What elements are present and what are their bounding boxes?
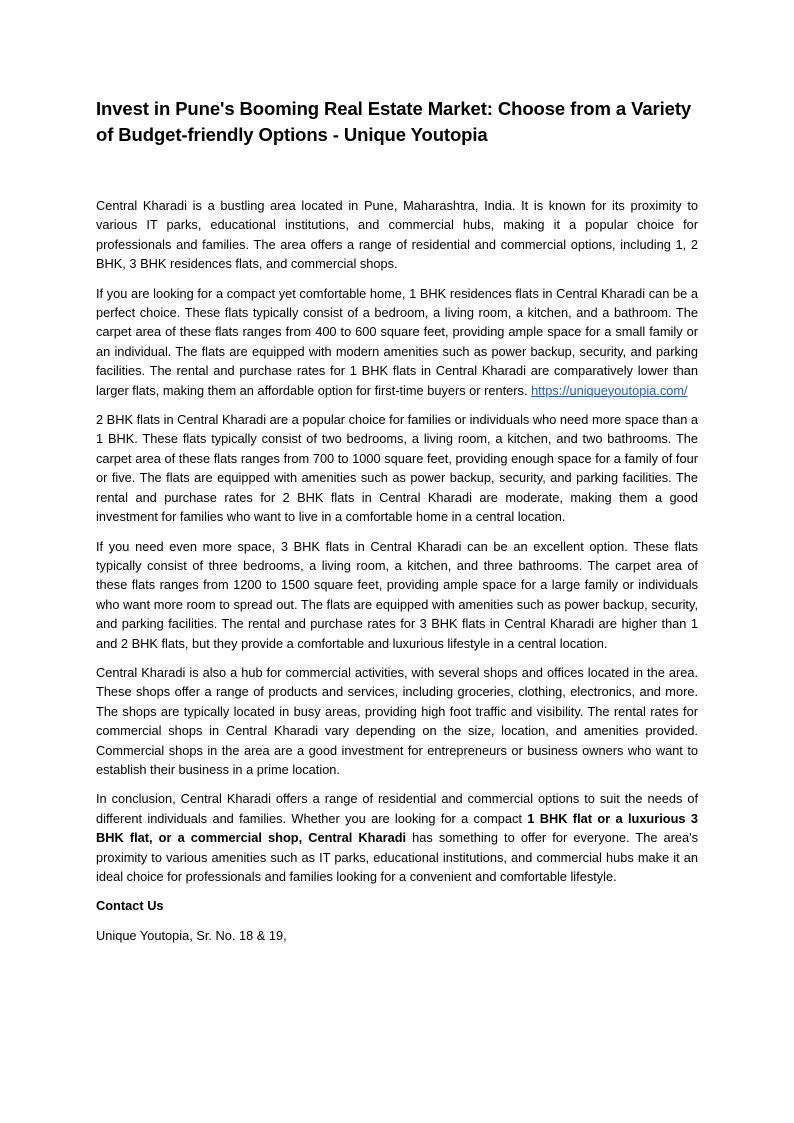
paragraph-3bhk — [96, 537, 698, 653]
paragraph-2bhk-text: 2 BHK flats in Central Kharadi are a popular choice for families or individuals who need more space than a 1 BHK. These flats typically consist of two bedrooms, a living room, a kitchen, and two bathrooms. The carpet area of these flats ranges from 700 to 1000 square feet, providing enough space for a family of four or five. The flats are equipped with amenities such as power backup, security, and parking facilities. The rental and purchase rates for 2 BHK flats in Central Kharadi are moderate, making them a good investment for families who want to live in a comfortable home in a central location. — [96, 412, 698, 525]
paragraph-3bhk-text: If you need even more space, 3 BHK flats in Central Kharadi can be an excellent option. These flats typically consist of three bedrooms, a living room, a kitchen, and three bathrooms. The carpet area of these flats ranges from 1200 to 1500 square feet, providing ample space for a large family or individuals who want more room to spread out. The flats are equipped with amenities such as power backup, security, and parking facilities. The rental and purchase rates for 3 BHK flats in Central Kharadi are higher than 1 and 2 BHK flats, but they provide a comfortable and luxurious lifestyle in a central location. — [96, 538, 698, 651]
website-link[interactable]: https://uniqueyoutopia.com/ — [531, 382, 688, 398]
paragraph-commercial — [96, 663, 698, 779]
paragraph-1bhk-text: If you are looking for a compact yet comfortable home, 1 BHK residences flats in Central Kharadi can be a perfect choice. These flats typically consist of a bedroom, a living room, a kitchen, and a bathroom. The carpet area of these flats ranges from 400 to 600 square feet, providing ample space for a small family or an individual. The flats are equipped with modern amenities such as power backup, security, and parking facilities. The rental and purchase rates for 1 BHK flats in Central Kharadi are comparatively lower than larger flats, making them an affordable option for first-time buyers or renters. — [96, 285, 698, 398]
paragraph-commercial-text: Central Kharadi is also a hub for commercial activities, with several shops and offices located in the area. These shops offer a range of products and services, including groceries, clothing, electronics, and more. The shops are typically located in busy areas, providing high foot traffic and visibility. The rental rates for commercial shops in Central Kharadi vary depending on the size, location, and amenities provided. Commercial shops in the area are a good investment for entrepreneurs or business owners who want to establish their business in a prime location. — [96, 664, 698, 777]
contact-heading: Contact Us — [96, 898, 164, 914]
contact-address: Unique Youtopia, Sr. No. 18 & 19, — [96, 927, 287, 943]
paragraph-conclusion-text-end: has something to offer for everyone. The area's proximity to various amenities such as IT parks, educational institutions, and commercial hubs make it an ideal choice for professionals and families looking for a convenient and comfortable lifestyle. — [96, 830, 698, 884]
page-title: Invest in Pune's Booming Real Estate Market: Choose from a Variety of Budget-friendly Options - Unique Youtopia — [96, 98, 692, 145]
paragraph-conclusion-text-start: In conclusion, Central Kharadi offers a range of residential and commercial options to suit the needs of different individuals and families. Whether you are looking for a compact — [96, 791, 698, 826]
paragraph-conclusion — [96, 789, 698, 886]
paragraph-1bhk — [96, 284, 698, 400]
paragraph-2bhk — [96, 410, 698, 526]
paragraph-conclusion-bold: 1 BHK flat or a luxurious 3 BHK flat, or a commercial shop, Central Kharadi — [96, 810, 698, 846]
paragraph-intro-text: Central Kharadi is a bustling area located in Pune, Maharashtra, India. It is known for its proximity to various IT parks, educational institutions, and commercial hubs, making it a popular choice for professionals and families. The area offers a range of residential and commercial options, including 1, 2 BHK, 3 BHK residences flats, and commercial shops. — [96, 198, 698, 272]
paragraph-intro — [96, 196, 698, 274]
